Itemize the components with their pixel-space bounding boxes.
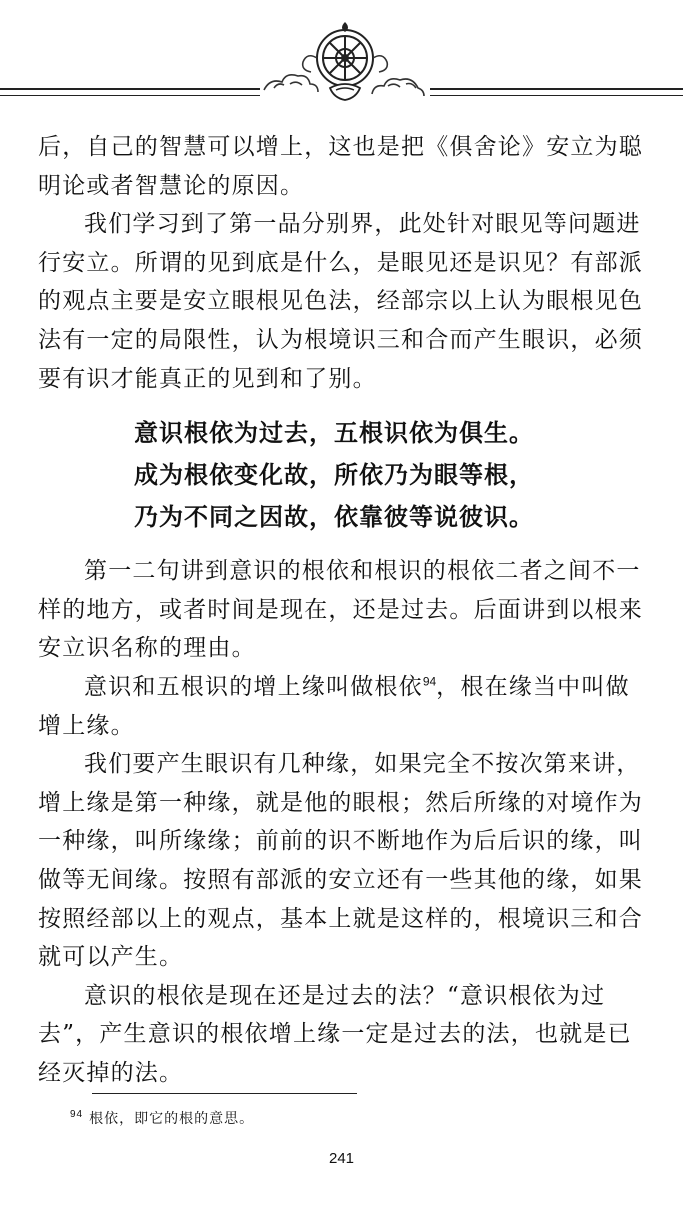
paragraph-text: ，根在缘当中叫做增上缘。 <box>38 673 630 739</box>
footnote-marker[interactable]: 94 <box>422 674 437 689</box>
footnote-text: 根依，即它的根的意思。 <box>89 1111 255 1127</box>
paragraph: 我们学习到了第一品分别界，此处针对眼见等问题进行安立。所谓的见到底是什么，是眼见还是识见？有部派的观点主要是安立眼根见色法，经部宗以上认为眼根见色法有一定的局限性，认为根境识三和合而产生眼识，必须要有识才能真正的见到和了别。 <box>38 211 643 392</box>
paragraph: 后，自己的智慧可以增上，这也是把《俱舍论》安立为聪明论或者智慧论的原因。 <box>38 134 643 199</box>
paragraph <box>38 668 650 745</box>
dharma-wheel-icon <box>260 18 430 104</box>
paragraph: 我们要产生眼识有几种缘，如果完全不按次第来讲，增上缘是第一种缘，就是他的眼根；然后所缘的对境作为一种缘，叫所缘缘；前前的识不断地作为后后识的缘，叫做等无间缘。按照有部派的安立还有一些其他的缘，如果按照经部以上的观点，基本上就是这样的，根境识三和合就可以产生。 <box>38 751 643 971</box>
footnote <box>70 1108 254 1128</box>
verse-line: 乃为不同之因故，依靠彼等说彼识。 <box>134 503 534 532</box>
footnote-number: 94 <box>70 1109 84 1121</box>
paragraph: 第一二句讲到意识的根依和根识的根依二者之间不一样的地方，或者时间是现在，还是过去。后面讲到以根来安立识名称的理由。 <box>38 558 643 662</box>
page-number: 241 <box>328 1150 355 1167</box>
paragraph: 意识的根依是现在还是过去的法？“意识根依为过去”，产生意识的根依增上缘一定是过去的法，也就是已经灭掉的法。 <box>38 982 632 1086</box>
main-text <box>38 128 650 1092</box>
footnote-divider <box>92 1093 357 1094</box>
verse-line: 意识根依为过去，五根识依为俱生。 <box>134 419 534 448</box>
paragraph-text: 意识和五根识的增上缘叫做根依 <box>84 673 423 700</box>
verse-block <box>134 412 650 538</box>
verse-line: 成为根依变化故，所依乃为眼等根， <box>134 461 534 490</box>
